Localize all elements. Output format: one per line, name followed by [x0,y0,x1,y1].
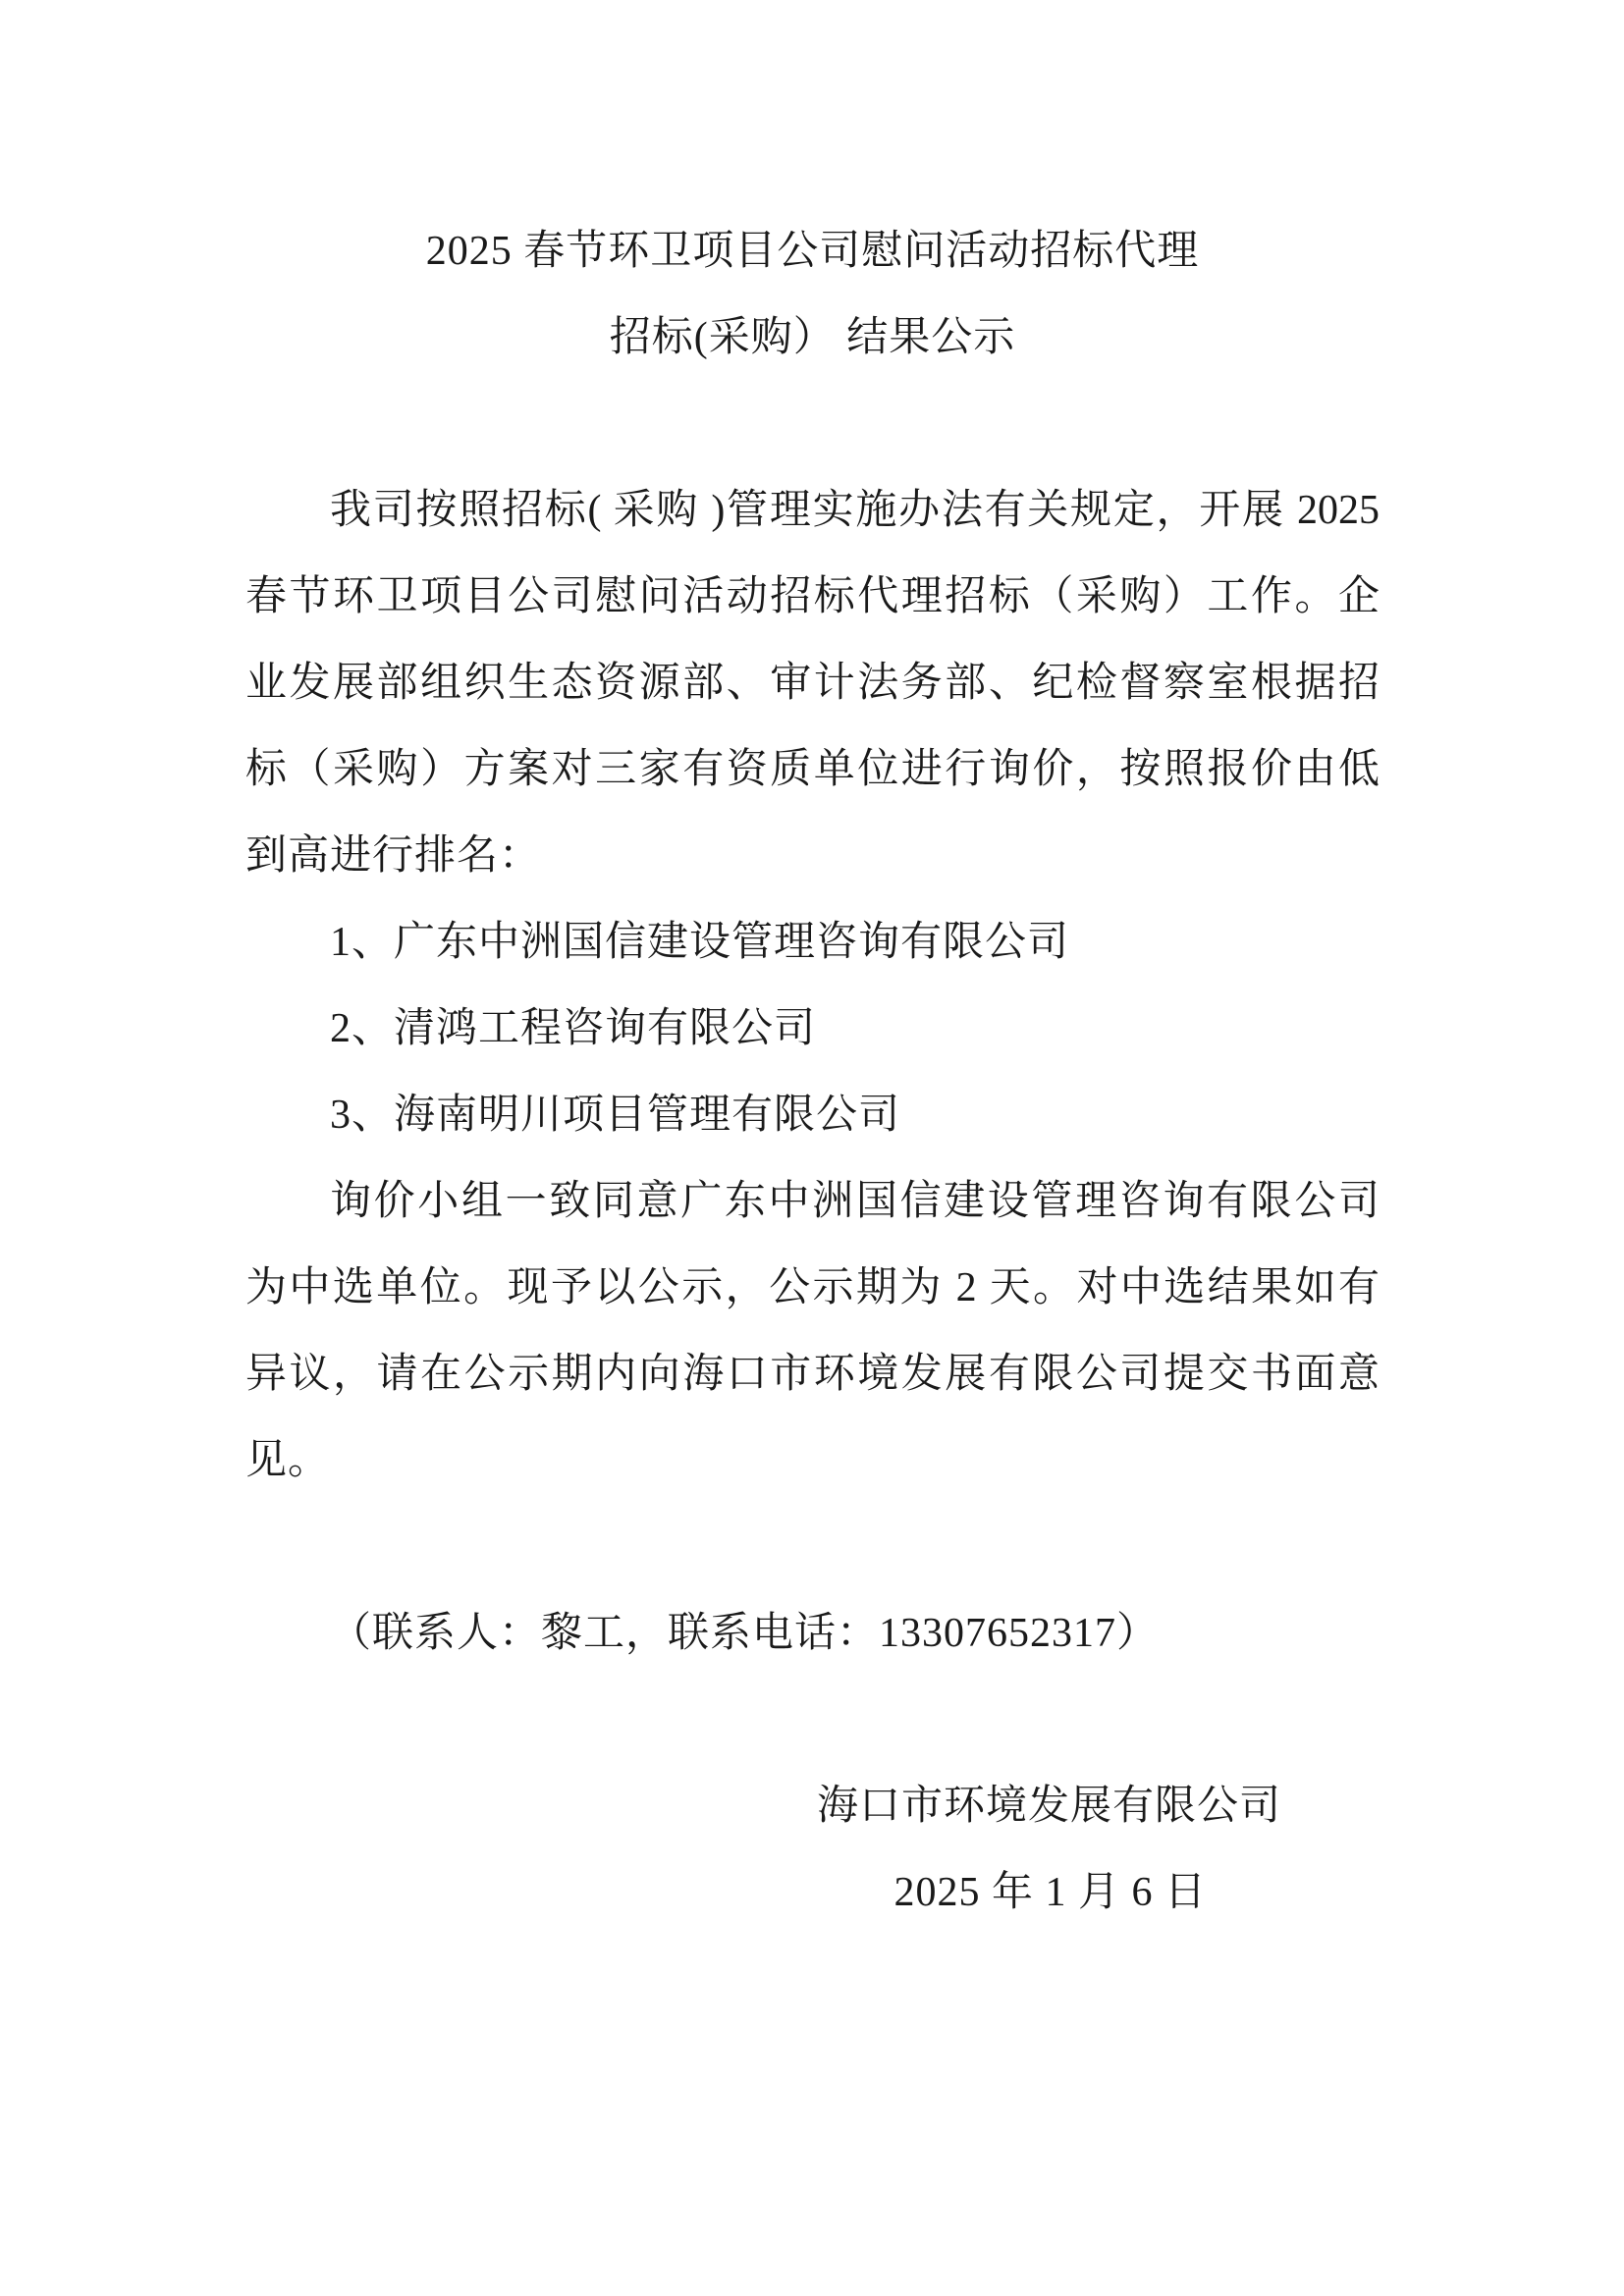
paragraph-1-line-4: 标（采购）方案对三家有资质单位进行询价，按照报价由低 [245,747,1380,792]
paragraph-2-line-2: 为中选单位。现予以公示，公示期为 2 天。对中选结果如有 [245,1265,1380,1310]
document-title-line-2: 招标(采购） 结果公示 [609,315,1016,360]
paragraph-1-line-1: 我司按照招标( 采购 )管理实施办法有关规定，开展 2025 [330,488,1380,533]
signature-date: 2025 年 1 月 6 日 [893,1870,1207,1915]
document-title-line-1: 2025 春节环卫项目公司慰问活动招标代理 [425,229,1200,274]
paragraph-1-line-5: 到高进行排名： [245,833,542,879]
signature-company: 海口市环境发展有限公司 [816,1784,1281,1829]
blank-line [245,1677,1380,1763]
paragraph-1-line-2: 春节环卫项目公司慰问活动招标代理招标（采购）工作。企 [245,574,1380,619]
paragraph-2-line-4: 见。 [245,1438,331,1483]
ranking-item-1: 1、广东中洲国信建设管理咨询有限公司 [330,920,1070,965]
blank-line [245,381,1380,467]
paragraph-2-line-1: 询价小组一致同意广东中洲国信建设管理咨询有限公司 [330,1179,1380,1224]
contact-line: （联系人：黎工，联系电话：13307652317） [330,1611,1160,1656]
blank-line [245,1504,1380,1590]
ranking-item-2: 2、清鸿工程咨询有限公司 [330,1006,817,1051]
paragraph-1-line-3: 业发展部组织生态资源部、审计法务部、纪检督察室根据招 [245,661,1380,706]
paragraph-2-line-3: 异议，请在公示期内向海口市环境发展有限公司提交书面意 [245,1352,1380,1397]
ranking-item-3: 3、海南明川项目管理有限公司 [330,1093,901,1138]
